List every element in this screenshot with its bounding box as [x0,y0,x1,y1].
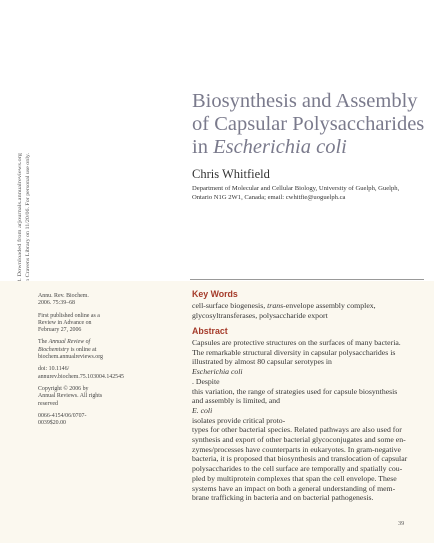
keywords-line-2: glycosyltransferases, polysaccharide export [192,310,328,320]
abstract-line: pled by multiprotein complexes that span the cell envelope. These [192,473,397,483]
title-line-2: of Capsular Polysaccharides [192,113,425,135]
abstract-line: types for other bacterial species. Related pathways are also used for [192,425,402,435]
first-published-date: February 27, 2006 [38,327,82,334]
keywords-line-1-pre: cell-surface biogenesis, [192,301,268,310]
title-line-3 [192,136,422,159]
citation: 2006. 75:39–68 [38,300,75,307]
abstract-text [192,338,422,503]
issn-block [38,413,168,428]
copyright-line-1: Copyright © 2006 by [38,385,89,392]
section-divider [190,279,424,280]
copyright-line-3: reserved [38,400,58,407]
abstract-line [192,357,422,386]
abstract-heading: Abstract [192,326,228,336]
online-info-block [38,339,168,361]
author-affiliation [192,185,424,202]
abstract-line: systems have an impact on both a general understanding of mem- [192,483,396,493]
first-published-line-2: Review in Advance on [38,319,92,326]
online-journal-italic-2: Biochemistry [38,346,70,353]
keywords-trans-italic: trans [267,301,284,310]
doi-block [38,366,168,381]
abstract-line: this variation, the range of strategies used for capsule biosynthesis [192,386,398,396]
title-line-1: Biosynthesis and Assembly [192,90,418,112]
abstract-line: zymes/processes have counterparts in eukaryotes. In gram-negative [192,444,401,454]
abstract-line-5-pre: and assembly is limited, and [192,396,281,406]
publication-info-sidebar [38,293,168,432]
issn-line-2: 0039$20.00 [38,420,66,427]
keywords-heading: Key Words [192,289,238,299]
author-name: Chris Whitfield [192,167,270,181]
abstract-line-5-post: isolates provide critical proto- [192,415,286,425]
online-journal-italic-1: Annual Review of [48,339,91,346]
keywords-line-1 [192,301,422,311]
abstract-organism-italic: Escherichia coli [192,367,243,377]
online-suffix: is online at [69,346,97,353]
abstract-line: The remarkable structural diversity in capsular polysaccharides is [192,347,396,357]
page-number: 39 [398,520,405,527]
online-prefix: The [38,339,49,346]
title-line-3-prefix: in [192,136,214,158]
abstract-line [192,396,422,425]
first-published-block [38,313,168,335]
abstract-line: synthesis and export of other bacterial glycoconjugates and some en- [192,435,406,445]
download-notice-line1: Annu. Rev. Biochem. 2006.75:39-68. Downloaded from arjournals.annualreviews.org [17,182,23,375]
abstract-line: bacteria, it is proposed that biosynthesis and translocation of capsular [192,454,408,464]
citation-block [38,293,168,308]
first-published-line-1: First published online as a [38,312,100,319]
title-organism: Escherichia coli [213,136,347,158]
abstract-line: polysaccharides to the cell surface are temporally and spatially cou- [192,464,403,474]
issn-line-1: 0066-4154/06/0707- [38,412,87,419]
abstract-line-3-pre: illustrated by almost 80 capsular serotypes in [192,357,332,367]
keywords-list [192,301,422,320]
abstract-ecoli-italic: E. coli [192,405,213,415]
copyright-line-2: Annual Reviews. All rights [38,393,103,400]
journal-name: Annu. Rev. Biochem. [38,293,89,299]
abstract-line-3-post: . Despite [192,376,220,386]
doi-line-1[interactable]: doi: 10.1146/ [38,366,70,373]
affiliation-line-1: Department of Molecular and Cellular Biology, University of Guelph, Guelph, [192,185,400,192]
copyright-block [38,386,168,408]
doi-line-2[interactable]: annurev.biochem.75.103004.142545 [38,373,124,380]
abstract-line: Capsules are protective structures on the surfaces of many bacteria. [192,338,401,347]
article-title [192,90,425,159]
affiliation-line-2: Ontario N1G 2W1, Canada; email: cwhitfie@uoguelph.ca [192,193,346,201]
abstract-line: brane trafficking in bacteria and on bacterial pathogenesis. [192,493,374,503]
online-url-link[interactable]: biochem.annualreviews.org [38,354,103,361]
keywords-line-1-post: -envelope assembly complex, [283,301,376,310]
download-notice-line2: by Western Kentucky University - Helm Cravens Library on 11/20/06. For personal use only. [25,166,31,375]
